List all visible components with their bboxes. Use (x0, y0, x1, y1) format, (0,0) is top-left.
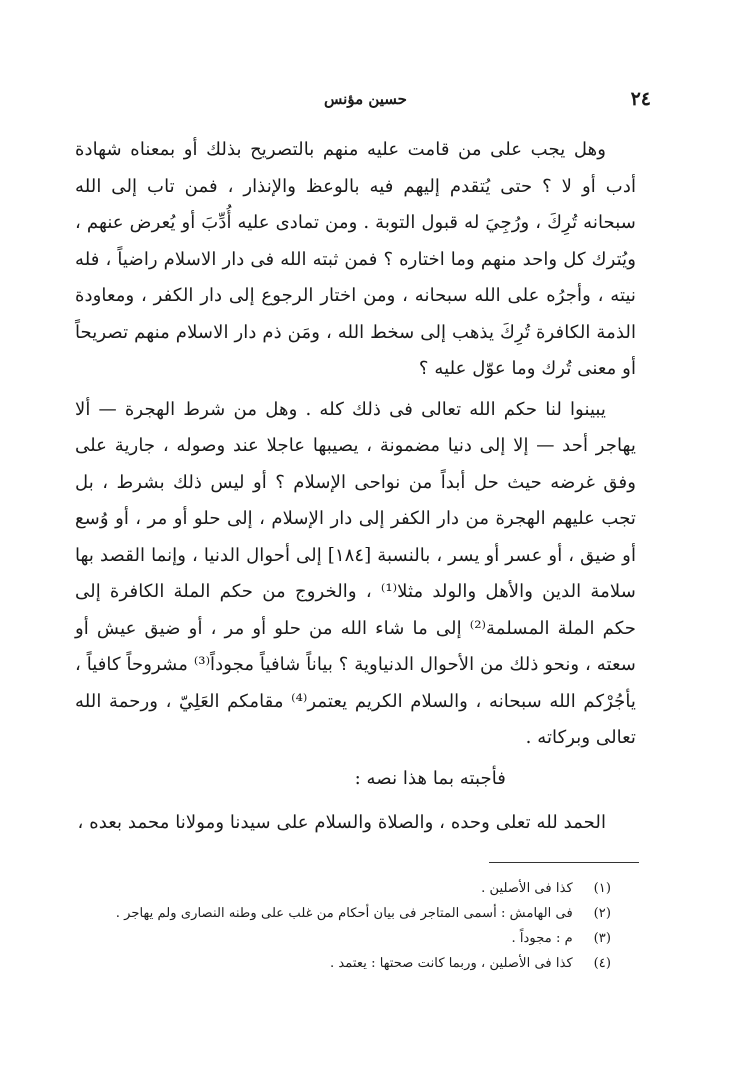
footnote-text: كذا فى الأصلين ، وربما كانت صحتها : يعتمد . (329, 956, 573, 971)
footnote-text: م : مجوداً . (511, 931, 573, 946)
running-title: حسين مؤنس (324, 90, 407, 108)
footnote-4 (95, 951, 611, 976)
paragraph-praise: الحمد لله تعلى وحده ، والصلاة والسلام على سيدنا ومولانا محمد بعده ، (77, 812, 606, 833)
paragraph-hijra: يبينوا لنا حكم الله تعالى فى ذلك كله . وهل من شرط الهجرة — ألا يهاجر أحد — إلا إلى دنيا مضمونة ، يصيبها عاجلا عند وصوله ، جارية على وفق غرضه حيث حل أبداً من نواحى الإسلام ؟ أو ليس ذلك بشرط ، بل تجب عليهم الهجرة من دار الكفر إلى دار الإسلام ، إلى حلو أو مر ، أو وُسع أو ضيق ، أو عسر أو يسر ، بالنسبة [١٨٤] إلى أحوال الدنيا ، وإنما القصد بها سلامة الدين والأهل والولد مثلا⁽¹⁾ ، والخروج من حكم الملة الكافرة إلى حكم الملة المسلمة⁽²⁾ إلى ما شاء الله من حلو أو مر ، أو ضيق عيش أو سعته ، ونحو ذلك من الأحوال الدنياوية ؟ بياناً شافياً مجوداً⁽³⁾ مشروحاً كافياً ، يأجُرْكم الله سبحانه ، والسلام الكريم يعتمر⁽⁴⁾ مقامكم العَلِيّ ، ورحمة الله تعالى وبركاته . (75, 398, 636, 748)
footnote-text: كذا فى الأصلين . (481, 881, 573, 896)
footnote-text: فى الهامش : أسمى المتاجر فى بيان أحكام من غلب على وطنه النصارى ولم يهاجر . (115, 906, 573, 921)
footnote-divider (489, 862, 639, 863)
footnotes (95, 876, 611, 976)
footnote-2 (95, 901, 611, 926)
paragraph-answer-intro: فأجبته بما هذا نصه : (354, 767, 506, 789)
footnote-number: (٤) (593, 956, 611, 971)
page-header (80, 88, 651, 118)
paragraph-question: وهل يجب على من قامت عليه منهم بالتصريح بذلك أو بمعناه شهادة أدب أو لا ؟ حتى يُتقدم إليهم فيه بالوعظ والإنذار ، فمن تاب إلى الله سبحانه تُرِكَ ، ورُجِيَ له قبول التوبة . ومن تمادى عليه أُدِّبَ أو يُعرض عنهم ، ويُترك كل واحد منهم وما اختاره ؟ فمن ثبته الله فى دار الاسلام راضياً ، فله نيته ، وأجرُه على الله سبحانه ، ومن اختار الرجوع إلى دار الكفر ، ومعاودة الذمة الكافرة تُرِكَ يذهب إلى سخط الله ، ومَن ذم دار الاسلام منهم تصريحاً أو معنى تُرك وما عوّل عليه ؟ (75, 139, 636, 379)
main-text (75, 132, 636, 842)
footnote-number: (٣) (593, 931, 611, 946)
footnote-number: (٢) (593, 906, 611, 921)
footnote-1 (95, 876, 611, 901)
footnote-3 (95, 926, 611, 951)
footnote-number: (١) (593, 881, 611, 896)
page-number: ٢٤ (630, 88, 651, 110)
